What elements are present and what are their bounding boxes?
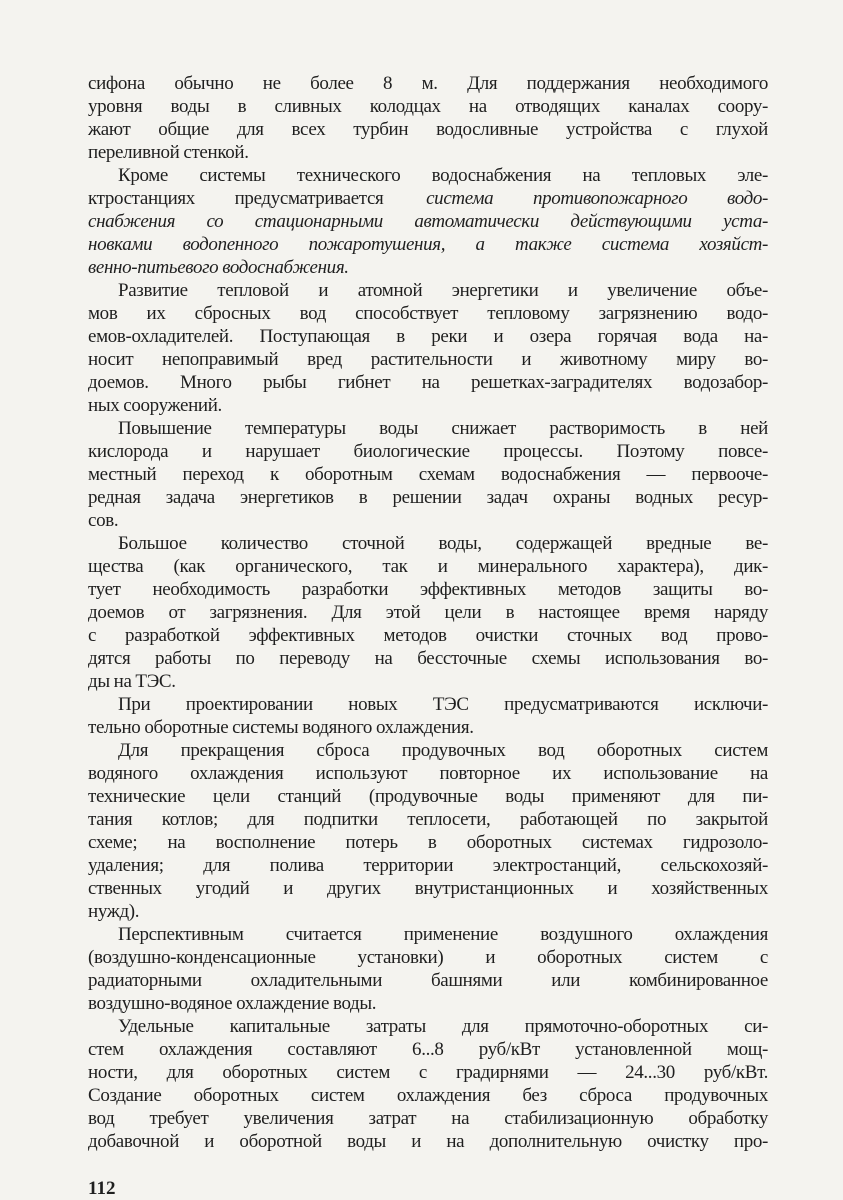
text-segment: Создание оборотных систем охлаждения без сброса продувочных — [88, 1085, 768, 1106]
text-segment: стем охлаждения составляют 6...8 руб/кВт установленной мощ- — [88, 1039, 768, 1060]
text-line — [88, 210, 768, 233]
text-segment: воздушно-водяное охлаждение воды. — [88, 993, 377, 1014]
text-segment: кислорода и нарушает биологические процессы. Поэтому повсе- — [88, 441, 768, 462]
page-body-text — [88, 72, 768, 1153]
text-line — [88, 1015, 768, 1038]
text-line — [88, 72, 768, 95]
text-segment: с разработкой эффективных методов очистки сточных вод прово- — [88, 625, 768, 646]
paragraph — [88, 279, 768, 417]
text-line — [88, 624, 768, 647]
text-line — [88, 923, 768, 946]
text-line — [88, 762, 768, 785]
text-line — [88, 1107, 768, 1130]
text-segment: нужд). — [88, 901, 140, 922]
text-segment: тания котлов; для подпитки теплосети, работающей по закрытой — [88, 809, 768, 830]
text-line — [88, 509, 768, 532]
text-segment: сов. — [88, 510, 119, 531]
text-line — [88, 1061, 768, 1084]
text-line — [88, 417, 768, 440]
text-segment: дятся работы по переводу на бессточные схемы использования во- — [88, 648, 768, 669]
text-segment: доемов. Много рыбы гибнет на решетках-заградителях водозабор- — [88, 372, 768, 393]
text-segment: ственных угодий и других внутристанционных и хозяйственных — [88, 878, 768, 899]
text-line — [88, 279, 768, 302]
text-segment: Большое количество сточной воды, содержащей вредные ве- — [118, 533, 768, 554]
text-line — [88, 1038, 768, 1061]
text-segment: Перспективным считается применение воздушного охлаждения — [118, 924, 768, 945]
text-segment: жают общие для всех турбин водосливные устройства с глухой — [88, 119, 768, 140]
text-line — [88, 463, 768, 486]
text-line — [88, 647, 768, 670]
text-line — [88, 256, 768, 279]
text-line — [88, 371, 768, 394]
text-segment: местный переход к оборотным схемам водоснабжения — первооче- — [88, 464, 768, 485]
italic-text: новками водопенного пожаротушения, а также система хозяйст- — [88, 234, 768, 255]
italic-text: венно-питьевого водоснабжения. — [88, 257, 349, 278]
text-line — [88, 900, 768, 923]
text-line — [88, 1130, 768, 1153]
text-line — [88, 486, 768, 509]
paragraph — [88, 739, 768, 923]
text-segment: радиаторными охладительными башнями или комбинированное — [88, 970, 768, 991]
text-segment: тельно оборотные системы водяного охлаждения. — [88, 717, 474, 738]
paragraph — [88, 417, 768, 532]
text-segment: ды на ТЭС. — [88, 671, 176, 692]
paragraph — [88, 532, 768, 693]
text-segment: ности, для оборотных систем с градирнями — 24...30 руб/кВт. — [88, 1062, 768, 1083]
italic-text: снабжения со стационарными автоматически действующими уста- — [88, 211, 768, 232]
text-line — [88, 877, 768, 900]
paragraph — [88, 164, 768, 279]
page-number: 112 — [88, 1178, 116, 1199]
text-line — [88, 969, 768, 992]
text-segment: редная задача энергетиков в решении задач охраны водных ресур- — [88, 487, 768, 508]
text-segment: При проектировании новых ТЭС предусматриваются исключи- — [118, 694, 768, 715]
text-line — [88, 118, 768, 141]
text-segment: Кроме системы технического водоснабжения на тепловых эле- — [118, 165, 768, 186]
text-line — [88, 670, 768, 693]
text-line — [88, 992, 768, 1015]
text-line — [88, 555, 768, 578]
text-segment: удаления; для полива территории электростанций, сельскохозяй- — [88, 855, 768, 876]
paragraph — [88, 1015, 768, 1153]
text-line — [88, 532, 768, 555]
text-line — [88, 739, 768, 762]
text-line — [88, 302, 768, 325]
text-segment: Удельные капитальные затраты для прямоточно-оборотных си- — [118, 1016, 768, 1037]
text-segment: добавочной и оборотной воды и на дополнительную очистку про- — [88, 1131, 768, 1152]
text-segment: щества (как органического, так и минерального характера), дик- — [88, 556, 768, 577]
text-line — [88, 348, 768, 371]
text-line — [88, 440, 768, 463]
text-segment: уровня воды в сливных колодцах на отводящих каналах соору- — [88, 96, 768, 117]
text-segment: мов их сбросных вод способствует тепловому загрязнению водо- — [88, 303, 768, 324]
text-line — [88, 394, 768, 417]
text-line — [88, 785, 768, 808]
text-segment: (воздушно-конденсационные установки) и оборотных систем с — [88, 947, 768, 968]
italic-text: система противопожарного водо- — [426, 188, 768, 209]
text-line — [88, 808, 768, 831]
text-segment: технические цели станций (продувочные воды применяют для пи- — [88, 786, 768, 807]
text-line — [88, 1084, 768, 1107]
text-line — [88, 601, 768, 624]
text-segment: тует необходимость разработки эффективных методов защиты во- — [88, 579, 768, 600]
text-line — [88, 578, 768, 601]
text-line — [88, 831, 768, 854]
text-segment: водяного охлаждения используют повторное их использование на — [88, 763, 768, 784]
text-line — [88, 187, 768, 210]
text-segment: сифона обычно не более 8 м. Для поддержания необходимого — [88, 73, 768, 94]
text-line — [88, 325, 768, 348]
text-segment: доемов от загрязнения. Для этой цели в настоящее время наряду — [88, 602, 768, 623]
text-line — [88, 946, 768, 969]
text-line — [88, 693, 768, 716]
text-line — [88, 141, 768, 164]
paragraph — [88, 72, 768, 164]
text-segment: емов-охладителей. Поступающая в реки и озера горячая вода на- — [88, 326, 768, 347]
text-segment: Повышение температуры воды снижает растворимость в ней — [118, 418, 768, 439]
text-segment: ктростанциях предусматривается — [88, 188, 424, 209]
text-segment: переливной стенкой. — [88, 142, 249, 163]
text-line — [88, 233, 768, 256]
paragraph — [88, 693, 768, 739]
text-segment: вод требует увеличения затрат на стабилизационную обработку — [88, 1108, 768, 1129]
paragraph — [88, 923, 768, 1015]
text-line — [88, 164, 768, 187]
text-line — [88, 854, 768, 877]
text-segment: Для прекращения сброса продувочных вод оборотных систем — [118, 740, 768, 761]
text-segment: Развитие тепловой и атомной энергетики и увеличение объе- — [118, 280, 768, 301]
text-segment: носит непоправимый вред растительности и животному миру во- — [88, 349, 768, 370]
text-segment: схеме; на восполнение потерь в оборотных системах гидрозоло- — [88, 832, 768, 853]
text-line — [88, 716, 768, 739]
text-line — [88, 95, 768, 118]
text-segment: ных сооружений. — [88, 395, 222, 416]
